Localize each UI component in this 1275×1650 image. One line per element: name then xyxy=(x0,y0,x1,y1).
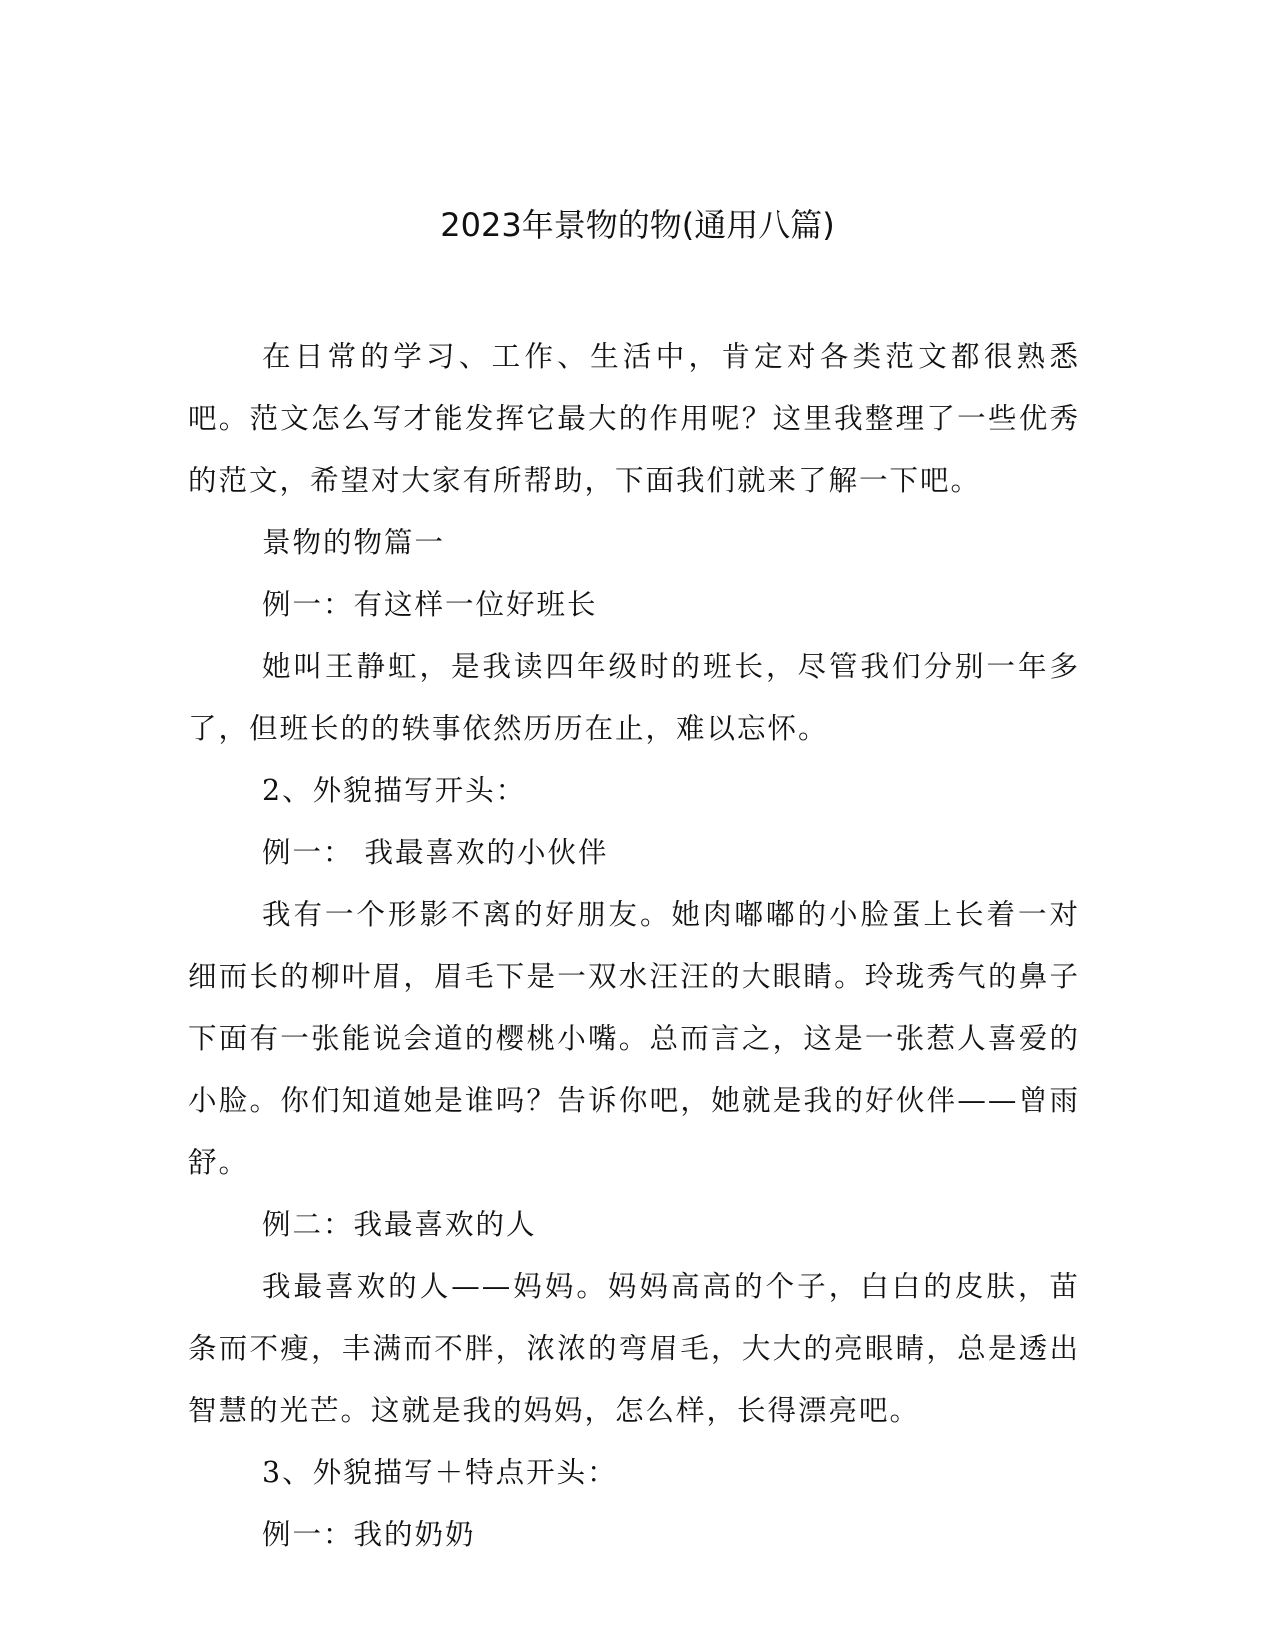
document-body xyxy=(188,326,1080,1566)
paragraph: 她叫王静虹，是我读四年级时的班长，尽管我们分别一年多了，但班长的的轶事依然历历在止，难以忘怀。 xyxy=(188,650,1080,745)
example-heading: 例二：我最喜欢的人 xyxy=(262,1208,537,1241)
paragraph-intro: 在日常的学习、工作、生活中，肯定对各类范文都很熟悉吧。范文怎么写才能发挥它最大的作用呢？这里我整理了一些优秀的范文，希望对大家有所帮助，下面我们就来了解一下吧。 xyxy=(188,340,1080,497)
document-title: 2023年景物的物(通用八篇) xyxy=(440,206,835,244)
example-heading: 例一：有这样一位好班长 xyxy=(262,588,598,621)
paragraph: 我最喜欢的人——妈妈。妈妈高高的个子，白白的皮肤，苗条而不瘦，丰满而不胖，浓浓的弯眉毛，大大的亮眼睛，总是透出智慧的光芒。这就是我的妈妈，怎么样，长得漂亮吧。 xyxy=(188,1270,1080,1427)
subsection-heading: 2、外貌描写开头： xyxy=(262,774,527,807)
paragraph: 我有一个形影不离的好朋友。她肉嘟嘟的小脸蛋上长着一对细而长的柳叶眉，眉毛下是一双水汪汪的大眼睛。玲珑秀气的鼻子下面有一张能说会道的樱桃小嘴。总而言之，这是一张惹人喜爱的小脸。你们知道她是谁吗？告诉你吧，她就是我的好伙伴——曾雨舒。 xyxy=(188,898,1080,1179)
example-heading: 例一： 我最喜欢的小伙伴 xyxy=(262,836,609,869)
subsection-heading: 3、外貌描写＋特点开头： xyxy=(262,1456,618,1489)
section-heading: 景物的物篇一 xyxy=(262,526,446,559)
example-heading: 例一：我的奶奶 xyxy=(262,1518,476,1551)
